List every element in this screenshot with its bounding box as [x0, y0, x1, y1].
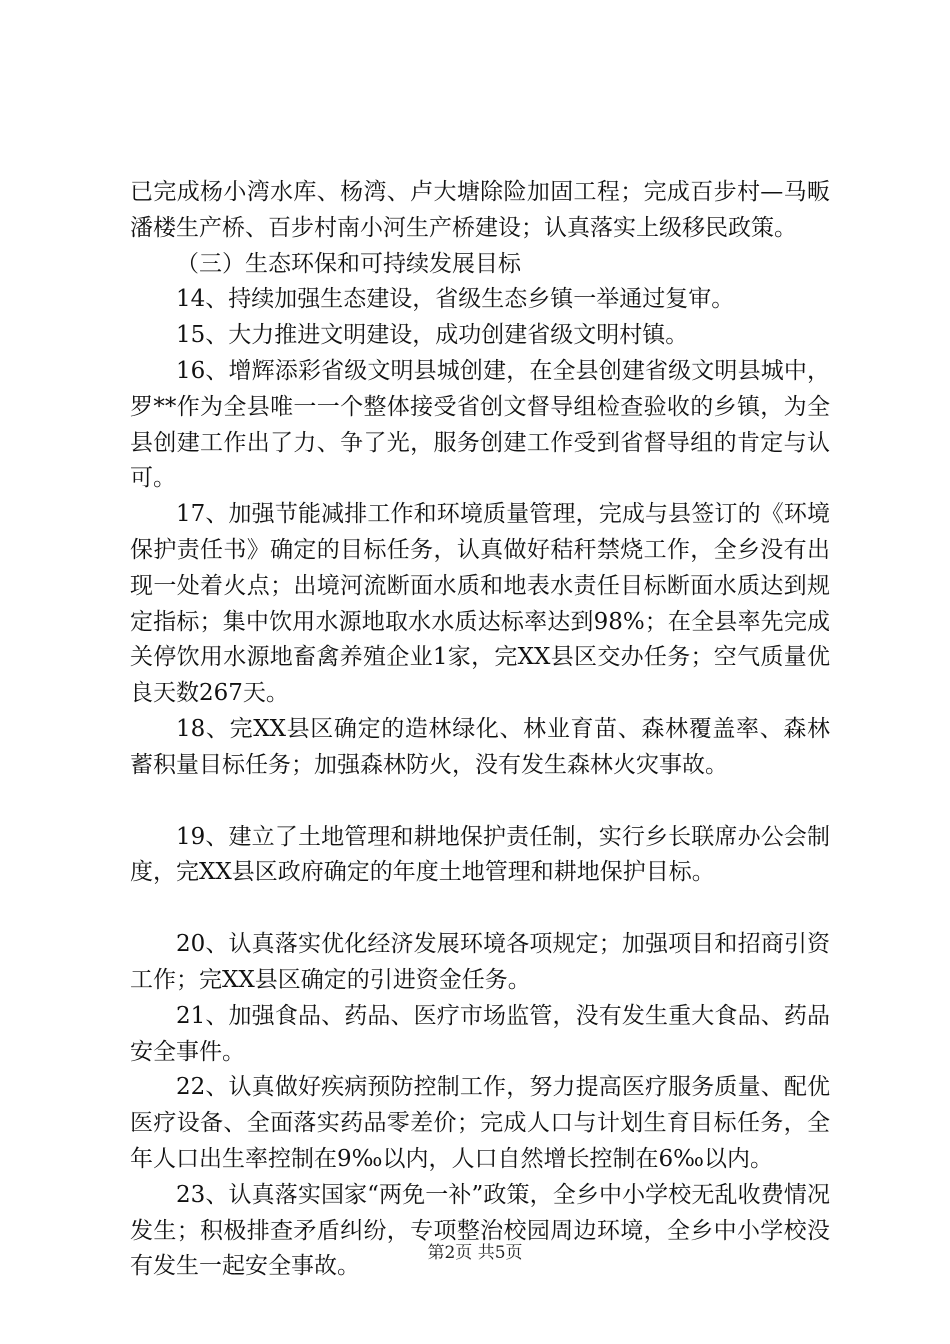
paragraph-23: 23、认真落实国家“两免一补”政策，全乡中小学校无乱收费情况发生；积极排查矛盾纠纷，专项整治校园周边环境，全乡中小学校没有发生一起安全事故。 — [130, 1181, 830, 1280]
paragraph-gap — [130, 784, 830, 820]
paragraph-21: 21、加强食品、药品、医疗市场监管，没有发生重大食品、药品安全事件。 — [130, 1002, 830, 1065]
paragraph-16: 16、增辉添彩省级文明县城创建，在全县创建省级文明县城中，罗**作为全县唯一一个整体接受省创文督导组检查验收的乡镇，为全县创建工作出了力、争了光，服务创建工作受到省督导组的肯定与认可。 — [130, 357, 830, 492]
paragraph-22: 22、认真做好疾病预防控制工作，努力提高医疗服务质量、配优医疗设备、全面落实药品零差价；完成人口与计划生育目标任务，全年人口出生率控制在9‰以内，人口自然增长控制在6‰以内。 — [130, 1074, 830, 1172]
paragraph-19: 19、建立了土地管理和耕地保护责任制，实行乡长联席办公会制度，完XX县区政府确定的年度土地管理和耕地保护目标。 — [130, 823, 830, 886]
paragraph-18: 18、完XX县区确定的造林绿化、林业育苗、森林覆盖率、森林蓄积量目标任务；加强森林防火，没有发生森林火灾事故。 — [130, 715, 830, 778]
paragraph-20: 20、认真落实优化经济发展环境各项规定；加强项目和招商引资工作；完XX县区确定的引进资金任务。 — [130, 931, 830, 993]
section-heading: （三）生态环保和可持续发展目标 — [176, 250, 521, 277]
paragraph-15: 15、大力推进文明建设，成功创建省级文明村镇。 — [176, 322, 689, 349]
paragraph-17: 17、加强节能减排工作和环境质量管理，完成与县签订的《环境保护责任书》确定的目标任务，认真做好秸秆禁烧工作，全乡没有出现一处着火点；出境河流断面水质和地表水责任目标断面水质达到规定指标；集中饮用水源地取水水质达标率达到98%；在全县率先完成关停饮用水源地畜禽养殖企业1家，完XX县区交办任务；空气质量优良天数267天。 — [130, 501, 830, 707]
document-body — [130, 175, 830, 1285]
page-footer: 第2页 共5页 — [427, 1243, 523, 1263]
paragraph-14: 14、持续加强生态建设，省级生态乡镇一举通过复审。 — [176, 286, 735, 313]
paragraph-continuation: 已完成杨小湾水库、杨湾、卢大塘除险加固工程；完成百步村—马畈潘楼生产桥、百步村南小河生产桥建设；认真落实上级移民政策。 — [130, 179, 830, 241]
paragraph-gap — [130, 891, 830, 927]
